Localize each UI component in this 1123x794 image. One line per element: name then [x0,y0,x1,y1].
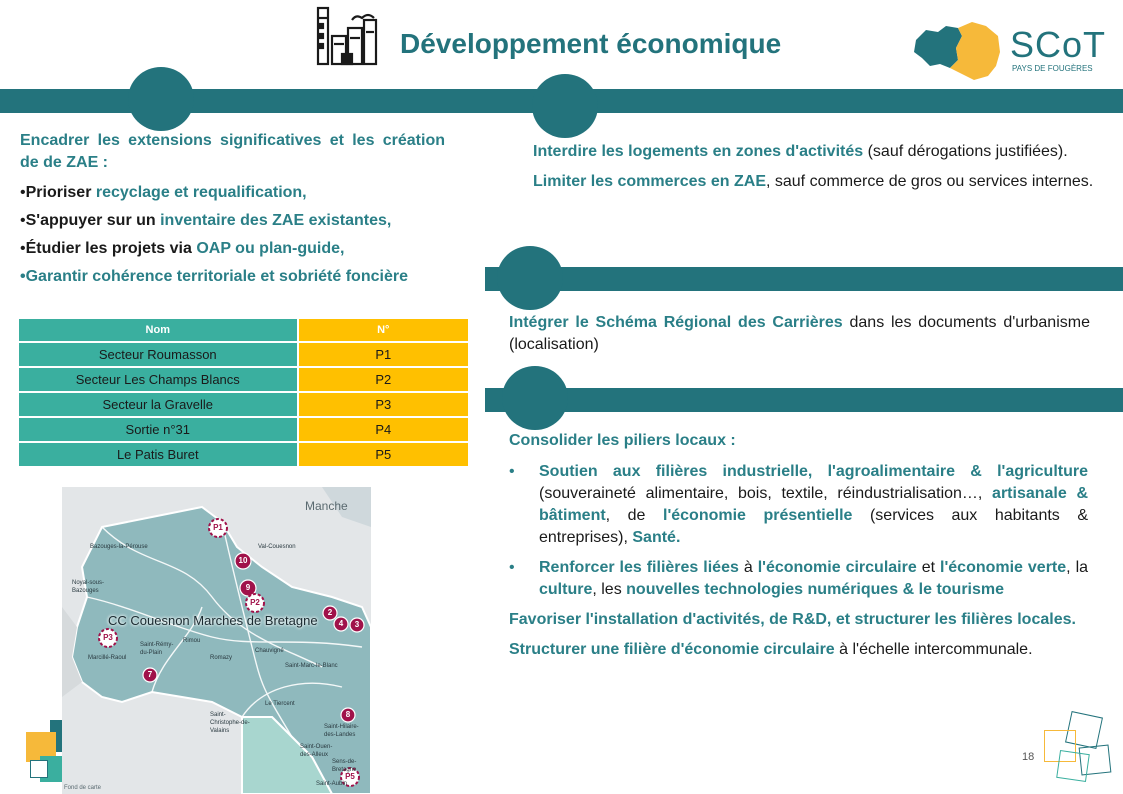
map-town-label: Romazy [210,655,233,661]
section-marker-circle [128,67,194,131]
map-town-label: Saint-Marc-le-Blanc [285,663,338,669]
list-item: • Renforcer les filières liées à l'économie circulaire et l'économie verte, la culture, les nouvelles technologies numériques & le tourisme [509,559,1089,598]
list-item: • Soutien aux filières industrielle, l'agroalimentaire & l'agriculture (souveraineté alimentaire, bois, textile, réindustrialisation…, artisanale & bâtiment, de l'économie présentielle (services aux habitants & entreprises), Santé. [509,463,1089,546]
circular-economy-statement: Structurer une filière d'économie circulaire à l'échelle intercommunale. [509,641,1033,658]
map-town-label: Saint-Ouen-des-Alleux [300,744,333,758]
map-number-marker: 10 [238,556,248,565]
table-cell: P1 [298,342,469,367]
map-number-marker: 8 [345,710,351,719]
map-region-label: CC Couesnon Marches de Bretagne [108,613,318,628]
table-header-row [18,318,469,342]
scot-logo [912,18,1107,88]
decorative-squares [24,720,64,784]
table-row [18,442,469,467]
table-header-cell: Nom [18,318,298,342]
pillars-list [509,461,1088,601]
map-number-marker: 3 [354,620,360,629]
table-cell: Secteur la Gravelle [18,392,298,417]
map-town-label: Noyal-sous-Bazouges [72,580,105,594]
table-row [18,342,469,367]
map-town-label: Saint-Rémy-du-Plain [140,642,174,656]
map-town-label: Val-Couesnon [258,544,296,550]
table-cell: P2 [298,367,469,392]
logo-text: SCoT [1010,24,1107,65]
table-row [18,417,469,442]
map-town-label: Chauvigné [255,648,284,654]
page-title: Développement économique [400,28,782,59]
logo-subtitle: PAYS DE FOUGÈRES [1012,64,1093,73]
map-number-marker: 2 [327,608,333,617]
quarry-rule: Intégrer le Schéma Régional des Carrières dans les documents d'urbanisme (localisation) [509,314,1090,353]
map-number-marker: 4 [338,619,344,628]
map-site-marker: P3 [103,633,113,642]
table-cell: Secteur Les Champs Blancs [18,367,298,392]
map-sea-label: Manche [305,499,348,513]
zae-sites-table [17,317,470,468]
section-marker-circle [502,366,568,430]
map-town-label: Saint-Christophe-de-Valains [210,712,250,734]
map-town-label: Saint-Aubin [316,781,348,787]
zae-intro: Encadrer les extensions significatives et les création de de ZAE : [20,132,445,171]
factory-icon [316,6,378,66]
table-row [18,392,469,417]
rnd-statement: Favoriser l'installation d'activités, de R&D, et structurer les filières locales. [509,611,1076,628]
local-pillars [509,430,1088,661]
housing-rule: Interdire les logements en zones d'activités (sauf dérogations justifiées). [533,143,1068,160]
map-town-label: Le Tiercent [265,701,295,707]
map-town-label: Marcillé-Raoul [88,655,127,661]
zae-rule: •S'appuyer sur un inventaire des ZAE existantes, [20,212,392,229]
territory-map-icon [912,18,1004,84]
section-marker-circle [532,74,598,138]
decorative-squares [1040,708,1116,784]
section-band-right [485,267,1123,291]
territory-map [62,487,371,794]
zone-rules [533,141,1100,193]
zae-rule: •Garantir cohérence territoriale et sobriété foncière [20,268,408,285]
section-marker-circle [497,246,563,310]
map-number-marker: 9 [245,583,251,592]
map-site-marker: P5 [345,772,355,781]
map-site-marker: P2 [250,598,260,607]
map-town-label: Rimou [183,638,201,644]
zae-extension-rules [20,130,445,294]
map-site-marker: P1 [213,523,223,532]
table-cell: Secteur Roumasson [18,342,298,367]
table-cell: Le Patis Buret [18,442,298,467]
table-cell: Sortie n°31 [18,417,298,442]
table-cell: P3 [298,392,469,417]
zae-rule: •Prioriser recyclage et requalification, [20,184,307,201]
zae-rule: •Étudier les projets via OAP ou plan-guide, [20,240,345,257]
pillars-title: Consolider les piliers locaux : [509,432,736,449]
map-town-label: Bazouges-la-Pérouse [90,544,148,550]
table-row [18,367,469,392]
table-cell: P5 [298,442,469,467]
section-band-right [485,388,1123,412]
map-town-label: Sens-de-Bretagne [332,759,357,773]
commerce-rule: Limiter les commerces en ZAE, sauf commerce de gros ou services internes. [533,173,1094,190]
page-number: 18 [1022,751,1035,763]
map-number-marker: 7 [147,670,153,679]
map-footer-caption: Fond de carte [64,785,102,791]
map-town-label: Saint-Hilaire-des-Landes [324,724,359,738]
table-cell: P4 [298,417,469,442]
table-header-cell: N° [298,318,469,342]
